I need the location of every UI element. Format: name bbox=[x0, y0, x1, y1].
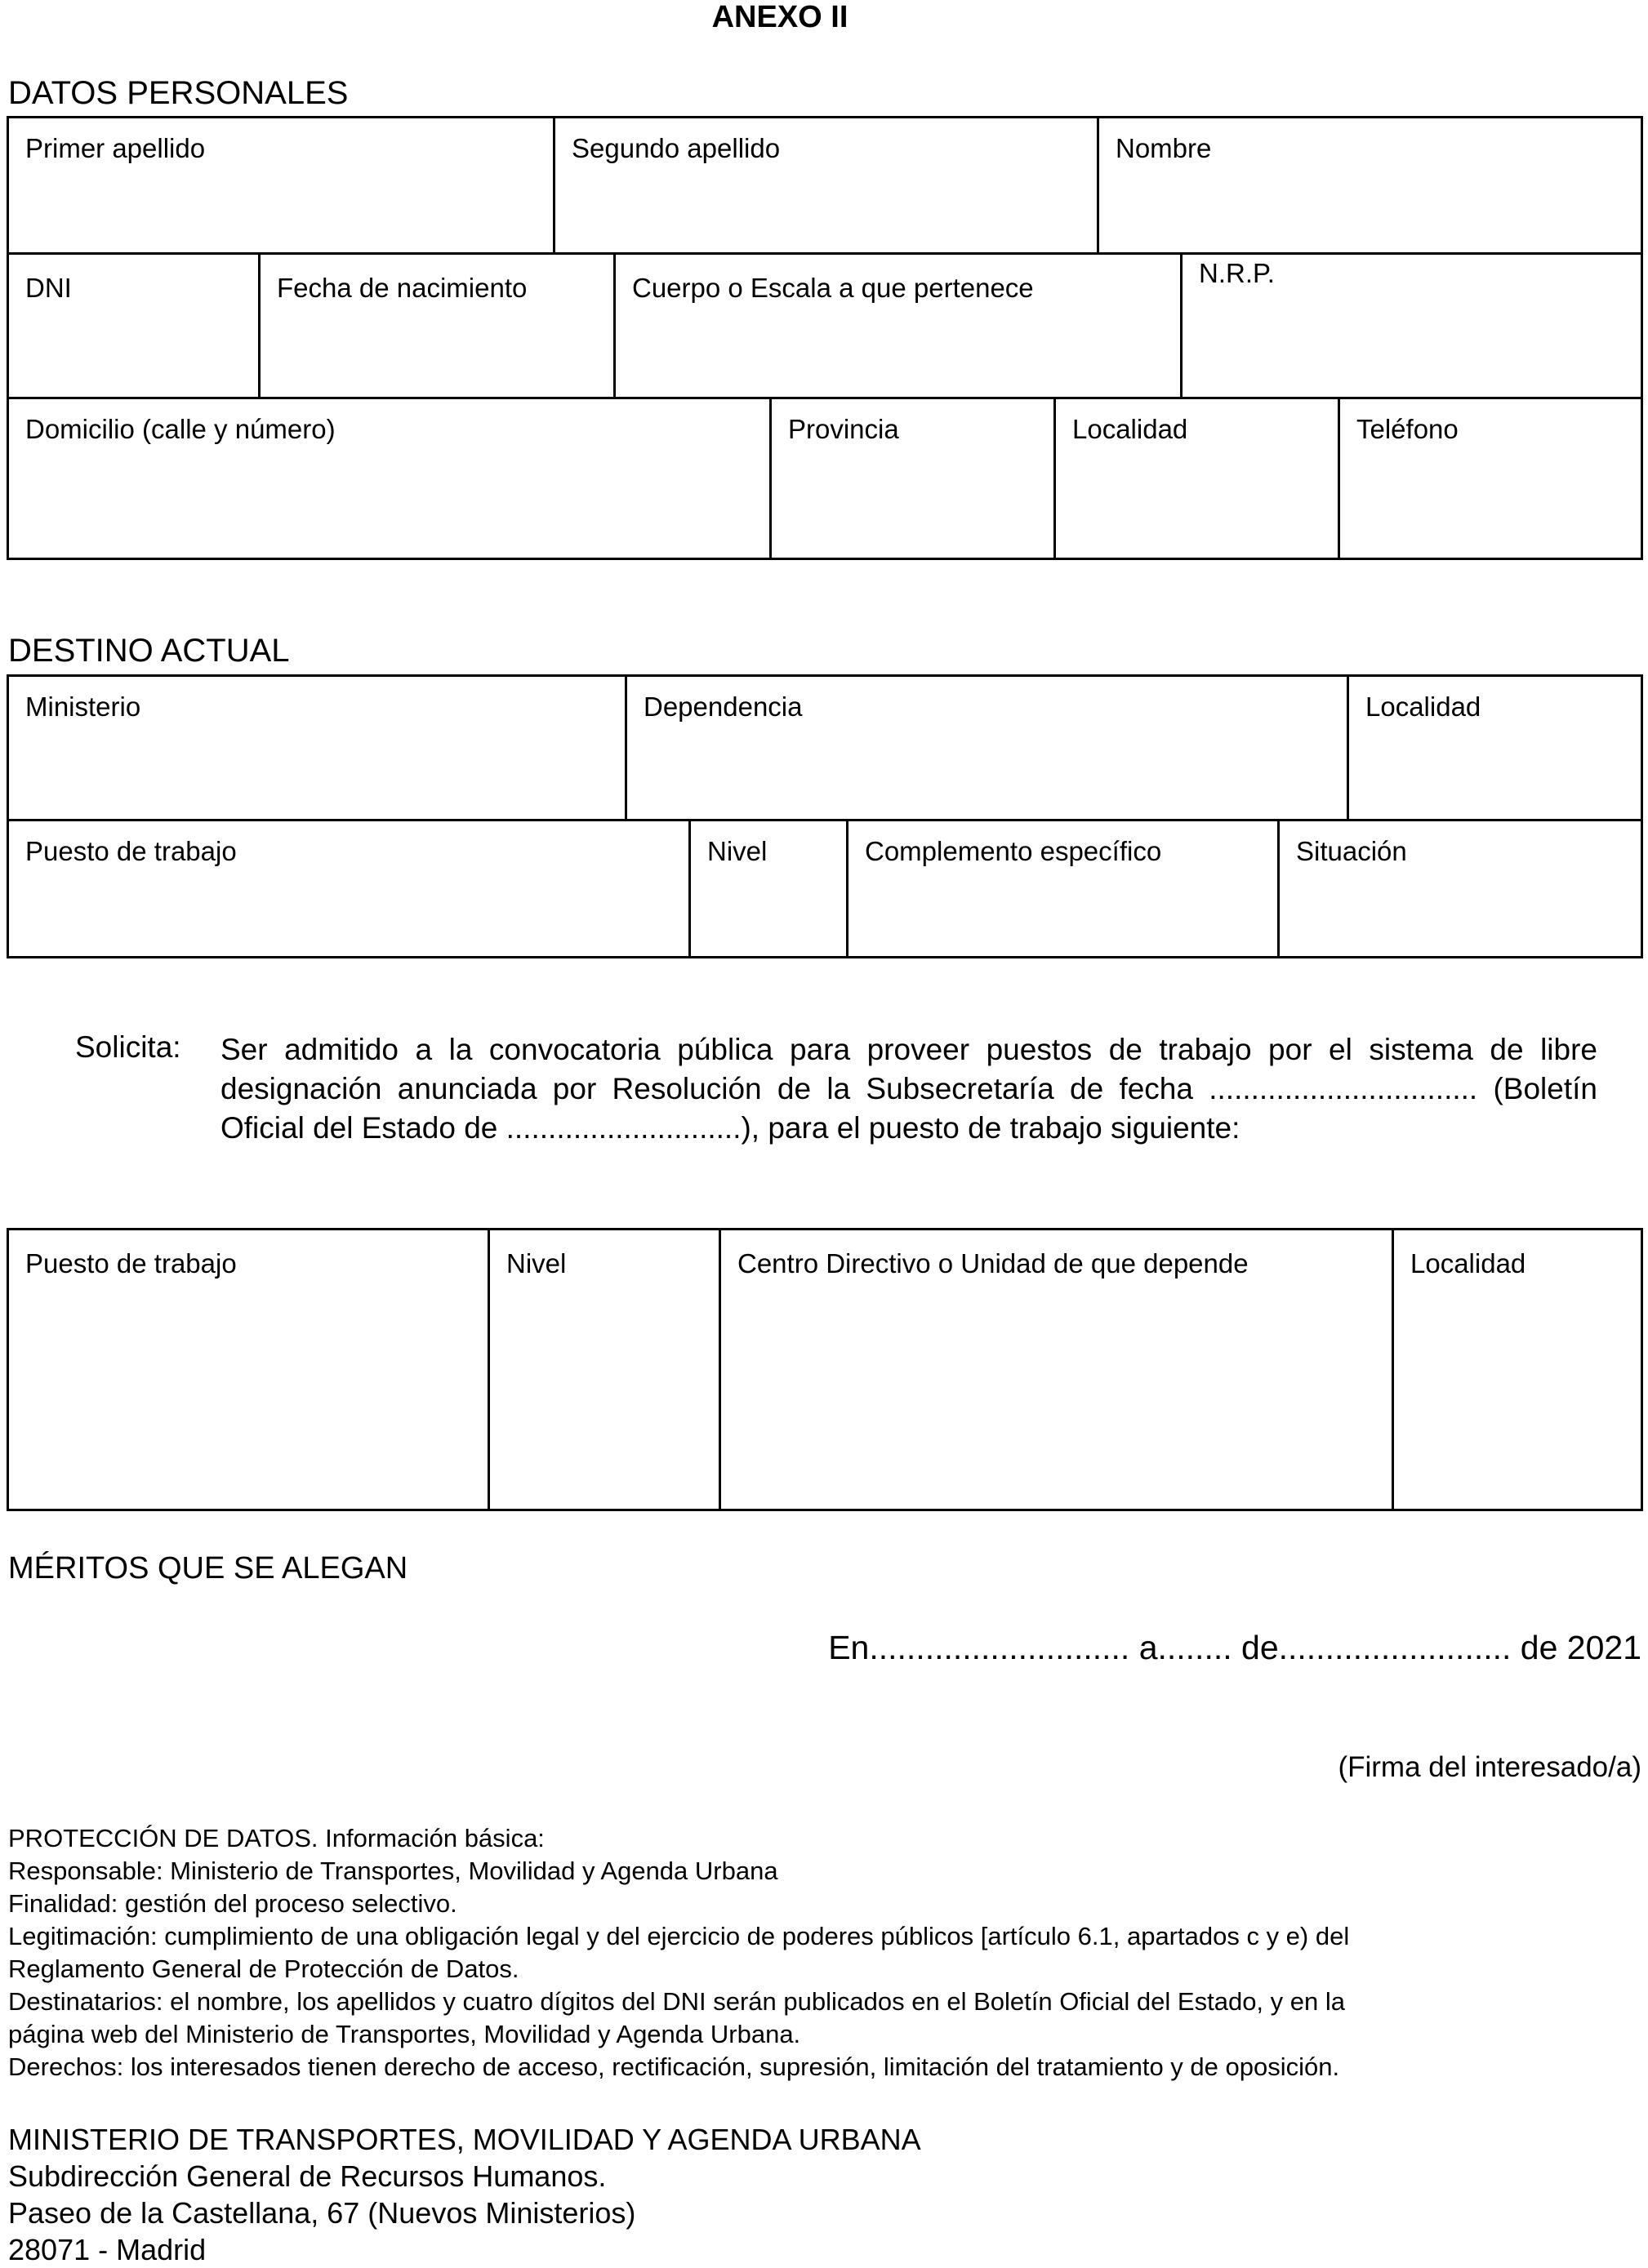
field-label: Puesto de trabajo bbox=[25, 836, 237, 866]
field-nrp[interactable] bbox=[1180, 252, 1643, 399]
field-situacion[interactable] bbox=[1277, 819, 1643, 958]
document-title: ANEXO II bbox=[711, 0, 848, 34]
field-complemento-especifico[interactable] bbox=[846, 819, 1280, 958]
field-label: Dependencia bbox=[644, 692, 803, 722]
privacy-line: Destinatarios: el nombre, los apellidos y cuatro dígitos del DNI serán publicados en el Boletín Oficial del Estado, y en la bbox=[8, 1987, 1345, 2016]
field-label: Centro Directivo o Unidad de que depende bbox=[737, 1248, 1249, 1279]
field-label: Teléfono bbox=[1356, 414, 1459, 444]
firma-label: (Firma del interesado/a) bbox=[1338, 1751, 1641, 1783]
privacy-line: PROTECCIÓN DE DATOS. Información básica: bbox=[8, 1824, 545, 1852]
privacy-line: Finalidad: gestión del proceso selectivo. bbox=[8, 1889, 457, 1918]
field-centro-directivo[interactable] bbox=[719, 1228, 1394, 1511]
field-label: Segundo apellido bbox=[572, 133, 781, 163]
field-segundo-apellido[interactable] bbox=[553, 116, 1099, 255]
address-line: 28071 - Madrid bbox=[8, 2233, 207, 2266]
field-puesto-trabajo-solicitado[interactable] bbox=[7, 1228, 490, 1511]
field-ministerio[interactable] bbox=[7, 674, 627, 821]
proteccion-datos-block bbox=[8, 1822, 1633, 2083]
field-fecha-nacimiento[interactable] bbox=[258, 252, 616, 399]
field-dependencia[interactable] bbox=[625, 674, 1349, 821]
privacy-line: Responsable: Ministerio de Transportes, Movilidad y Agenda Urbana bbox=[8, 1857, 778, 1885]
field-label: Nivel bbox=[707, 836, 768, 866]
field-label: Primer apellido bbox=[25, 133, 206, 163]
address-line: Paseo de la Castellana, 67 (Nuevos Ministerios) bbox=[8, 2196, 636, 2230]
field-label: Localidad bbox=[1072, 414, 1188, 444]
meritos-heading: MÉRITOS QUE SE ALEGAN bbox=[8, 1551, 408, 1585]
field-localidad-solicitado[interactable] bbox=[1392, 1228, 1643, 1511]
field-cuerpo-escala[interactable] bbox=[613, 252, 1183, 399]
solicita-text: Ser admitido a la convocatoria pública para proveer puestos de trabajo por el sistema de libre designación anunciada por Resolución de la Subsecretaría de fecha ................................ (Boletín Oficial del Estado de ............................), para el puesto de trabajo siguiente: bbox=[220, 1033, 1597, 1145]
field-label: Ministerio bbox=[25, 692, 141, 722]
field-label: Situación bbox=[1296, 836, 1407, 866]
address-line: MINISTERIO DE TRANSPORTES, MOVILIDAD Y AGENDA URBANA bbox=[8, 2123, 921, 2156]
field-nivel-actual[interactable] bbox=[688, 819, 848, 958]
field-dni[interactable] bbox=[7, 252, 261, 399]
destino-actual-heading: DESTINO ACTUAL bbox=[8, 633, 290, 669]
privacy-line: Derechos: los interesados tienen derecho de acceso, rectificación, supresión, limitación del tratamiento y de oposición. bbox=[8, 2052, 1340, 2081]
field-label: Localidad bbox=[1365, 692, 1481, 722]
address-line: Subdirección General de Recursos Humanos. bbox=[8, 2159, 607, 2193]
field-label: Puesto de trabajo bbox=[25, 1248, 237, 1279]
field-telefono[interactable] bbox=[1338, 397, 1643, 560]
field-provincia[interactable] bbox=[769, 397, 1056, 560]
field-localidad-destino[interactable] bbox=[1347, 674, 1643, 821]
field-label: Provincia bbox=[788, 414, 899, 444]
field-label: Complemento específico bbox=[865, 836, 1162, 866]
field-nivel-solicitado[interactable] bbox=[488, 1228, 721, 1511]
privacy-line: Reglamento General de Protección de Datos. bbox=[8, 1954, 519, 1983]
field-domicilio[interactable] bbox=[7, 397, 772, 560]
privacy-line: Legitimación: cumplimiento de una obligación legal y del ejercicio de poderes públicos [artículo 6.1, apartados c y e) del bbox=[8, 1922, 1350, 1950]
privacy-line: página web del Ministerio de Transportes, Movilidad y Agenda Urbana. bbox=[8, 2020, 801, 2048]
ministerio-address-block bbox=[8, 2121, 921, 2268]
field-label: Nombre bbox=[1116, 133, 1212, 163]
field-label: Cuerpo o Escala a que pertenece bbox=[632, 273, 1034, 303]
fecha-firma-line: En............................ a........ de......................... de 2021 bbox=[828, 1629, 1641, 1666]
field-label: DNI bbox=[25, 273, 72, 303]
field-label: N.R.P. bbox=[1199, 258, 1275, 288]
solicita-label: Solicita: bbox=[75, 1030, 181, 1064]
field-label: Localidad bbox=[1410, 1248, 1526, 1279]
field-label: Nivel bbox=[506, 1248, 567, 1279]
field-nombre[interactable] bbox=[1097, 116, 1643, 255]
field-label: Fecha de nacimiento bbox=[277, 273, 528, 303]
field-primer-apellido[interactable] bbox=[7, 116, 555, 255]
field-puesto-trabajo-actual[interactable] bbox=[7, 819, 691, 958]
field-label: Domicilio (calle y número) bbox=[25, 414, 336, 444]
datos-personales-heading: DATOS PERSONALES bbox=[8, 75, 349, 111]
field-localidad[interactable] bbox=[1053, 397, 1340, 560]
